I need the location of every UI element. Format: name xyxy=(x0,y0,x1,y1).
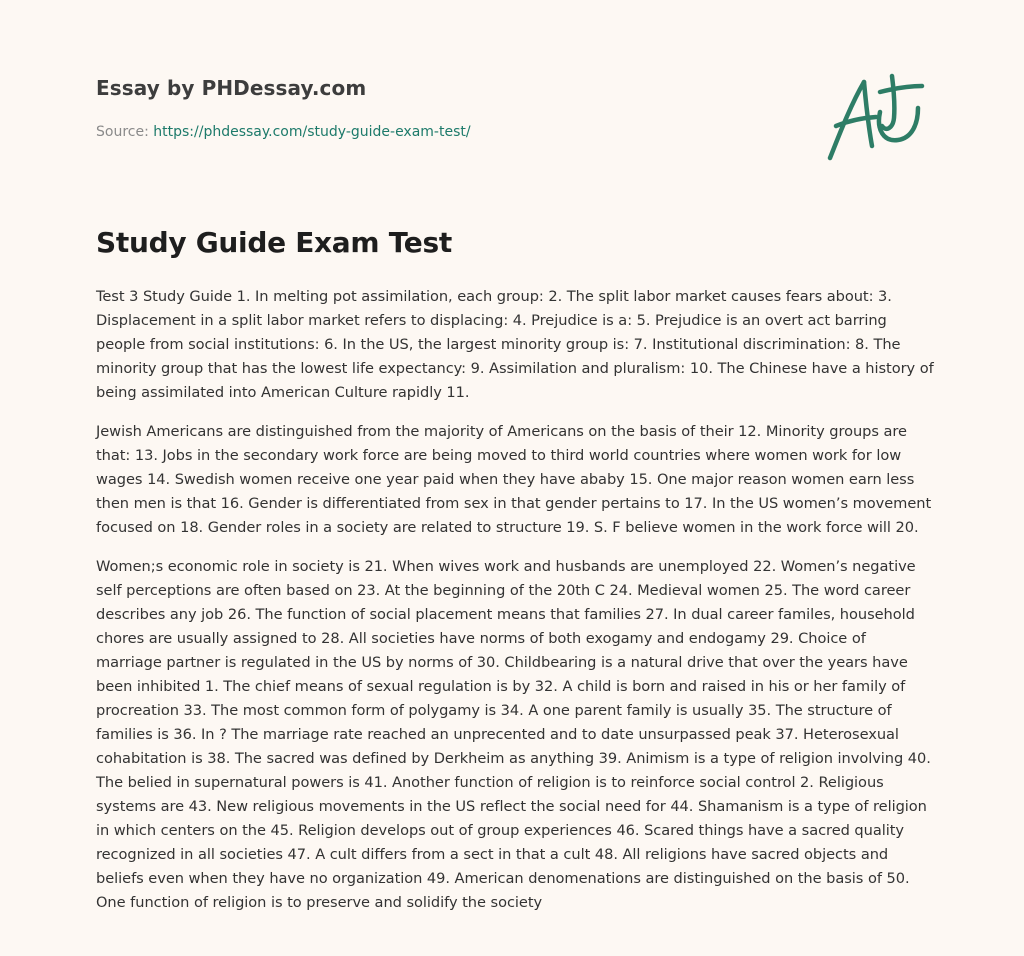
body-paragraph: Women;s economic role in society is 21. When wives work and husbands are unemployed 22. Women’s negative self perceptions are often based on 23. At the beginning of the 20th C 24. Medieval women 25. The word career describes any job 26. The function of social placement means that families 27. In dual career familes, household chores are usually assigned to 28. All societies have norms of both exogamy and endogamy 29. Choice of marriage partner is regulated in the US by norms of 30. Childbearing is a natural drive that over the years have been inhibited 1. The chief means of sexual regulation is by 32. A child is born and raised in his or her family of procreation 33. The most common form of polygamy is 34. A one parent family is usually 35. The structure of families is 36. In ? The marriage rate reached an unprecented and to date unsurpassed peak 37. Heterosexual cohabitation is 38. The sacred was defined by Derkheim as anything 39. Animism is a type of religion involving 40. The belied in supernatural powers is 41. Another function of religion is to reinforce social control 2. Religious systems are 43. New religious movements in the US reflect the social need for 44. Shamanism is a type of religion in which centers on the 45. Religion develops out of group experiences 46. Scared things have a sacred quality recognized in all societies 47. A cult differs from a sect in that a cult 48. All religions have sacred objects and beliefs even when they have no organization 49. American denomenations are distinguished on the basis of 50. One function of religion is to preserve and solidify the society xyxy=(96,558,931,911)
body-paragraph: Jewish Americans are distinguished from the majority of Americans on the basis of their 12. Minority groups are that: 13. Jobs in the secondary work force are being moved to third world countries where women work for low wages 14. Swedish women receive one year paid when they have ababy 15. One major reason women earn less then men is that 16. Gender is differentiated from sex in that gender pertains to 17. In the US women’s movement focused on 18. Gender roles in a society are related to structure 19. S. F believe women in the work force will 20. xyxy=(96,423,932,536)
document-title: Study Guide Exam Test xyxy=(96,226,452,259)
a-plus-logo-icon xyxy=(822,68,928,164)
source-line xyxy=(96,124,471,140)
source-label: Source: xyxy=(96,124,154,140)
document-body xyxy=(96,285,934,930)
site-title: Essay by PHDessay.com xyxy=(96,76,367,100)
body-paragraph: Test 3 Study Guide 1. In melting pot assimilation, each group: 2. The split labor market causes fears about: 3. Displacement in a split labor market refers to displacing: 4. Prejudice is a: 5. Prejudice is an overt act barring people from social institutions: 6. In the US, the largest minority group is: 7. Institutional discrimination: 8. The minority group that has the lowest life expectancy: 9. Assimilation and pluralism: 10. The Chinese have a history of being assimilated into American Culture rapidly 11. xyxy=(96,288,934,401)
source-link[interactable]: https://phdessay.com/study-guide-exam-test/ xyxy=(153,124,471,140)
